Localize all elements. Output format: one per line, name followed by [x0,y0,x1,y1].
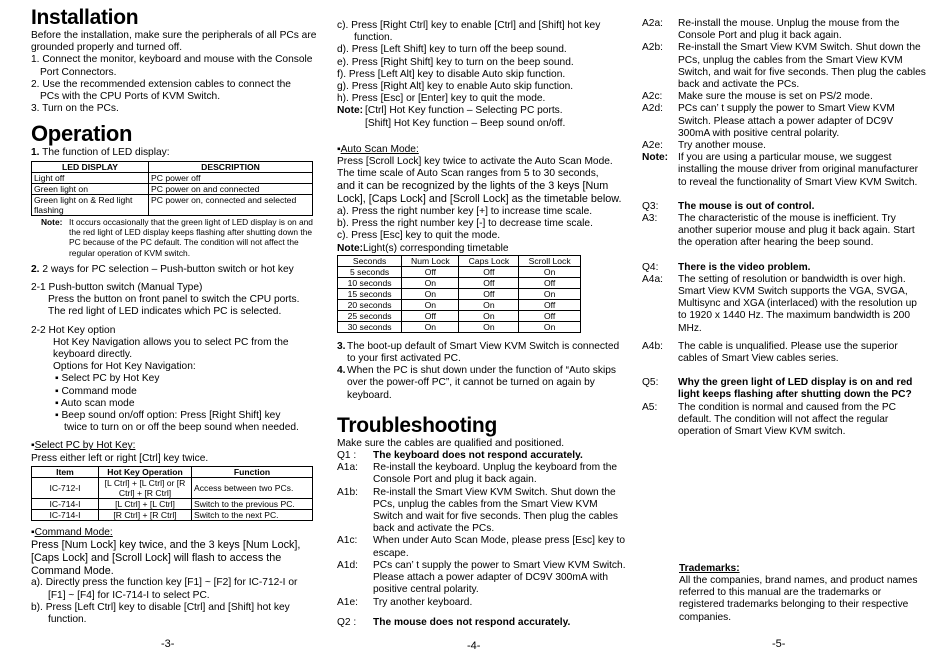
command-mode-title-text: Command Mode: [34,526,113,538]
answer-a4b [642,341,926,365]
table-row [32,183,313,194]
command-step-b: b). Press [Left Ctrl] key to disable [Ctrl] and [Shift] hot key [31,601,290,613]
table-cell: Off [459,288,519,299]
table-cell: On [402,299,459,310]
qa-text: Try another mouse. [678,140,766,152]
installation-step-3: 3. Turn on the PCs. [31,103,119,115]
hot-key-note [337,105,629,129]
qa-text: The condition is normal and caused from the PC default. The condition will not affect the regular operation of Smart View KVM switch. [678,401,897,438]
qa-text: Try another keyboard. [373,596,473,608]
pc-selection-text: 2 ways for PC selection – Push-button switch or hot key [42,263,294,275]
led-display-table [31,161,313,216]
qa-label: A1b: [337,486,358,498]
push-button-title: 2-1 Push-button switch (Manual Type) [31,282,203,294]
qa-text: Re-install the Smart View KVM Switch. Shut down the PCs, unplug the cables from the Smart View KVM Switch, and wait for five seconds. Then plug the cables back and activate the PCs. [678,42,926,91]
table-cell: 25 seconds [338,310,402,321]
auto-scan-step-c: c). Press [Esc] key to quit the mode. [337,230,501,242]
note-label: Note: [337,242,364,254]
table-cell: 10 seconds [338,277,402,288]
auto-scan-note [337,243,629,255]
answer-a2a [642,18,926,42]
table-header: Hot Key Operation [99,466,192,477]
command-step-g: g). Press [Right Alt] key to enable Auto skip function. [337,81,574,93]
hot-key-title: 2-2 Hot Key option [31,324,116,336]
table-cell: Off [402,266,459,277]
trademarks-title: Trademarks: [679,563,740,574]
table-row [338,299,581,310]
paragraph-number: 3. [337,340,346,352]
table-row [338,266,581,277]
table-cell: IC-714-I [32,509,99,520]
paragraph-text: When the PC is shut down under the function of “Auto skips over the power-off PC”, it cannot be turned on again by keyboard. [347,365,616,401]
note-label: Note: [41,216,63,227]
page-number: -3- [161,638,175,650]
qa-text: The cable is unqualified. Please use the superior cables of Smart View cables series. [678,340,898,365]
qa-label: A4a: [642,273,663,285]
table-header: Function [192,466,313,477]
table-header: Scroll Lock [519,255,581,266]
select-pc-title [31,440,319,452]
note-line-2: [Shift] Hot Key function – Beep sound on/off. [365,117,566,129]
trademarks-text: All the companies, brand names, and product names referred to this manual are the trademarks or registered trademarks belonging to their respective companies. [679,575,918,623]
table-cell: Off [519,299,581,310]
auto-scan-title [337,144,629,156]
list-item-text: Select PC by Hot Key [61,373,160,385]
table-header: Seconds [338,255,402,266]
question-q1 [337,450,629,462]
command-mode-text: Press [Num Lock] key twice, and the 3 keys [Num Lock], [Caps Lock] and [Scroll Lock] will flash to access the Command Mode. [31,539,301,577]
table-cell: Light off [32,172,149,183]
qa-label: A1e: [337,596,358,608]
answer-a1a [337,462,629,486]
troubleshooting-intro: Make sure the cables are qualified and positioned. [337,437,565,449]
list-item [31,373,319,385]
bullet-icon: ▪ [55,373,62,385]
qa-text: The setting of resolution or bandwidth is over high. Smart View KVM Switch supports the VGA, SVGA, Multisync and XGA (interlaced) with the resolution up to 1920 x 1440 Hz. The maximum bandwidth is 200 MHz. [678,273,917,334]
bullet-icon: ▪ [55,385,62,397]
qa-text: There is the video problem. [678,261,811,273]
table-header: Item [32,466,99,477]
table-cell: PC power on and connected [149,183,313,194]
pc-selection-number: 2. [31,263,40,275]
table-header: LED DISPLAY [32,161,149,172]
qa-text: Re-install the mouse. Unplug the mouse from the Console Port and plug it back again. [678,18,900,42]
auto-scan-step-a: a). Press the right number key [+] to increase time scale. [337,206,593,218]
table-cell: On [519,288,581,299]
bullet-icon: ▪ [55,410,62,422]
table-cell: 30 seconds [338,321,402,332]
pc-selection-line [31,264,319,276]
table-cell: On [402,321,459,332]
list-item [31,410,319,422]
qa-label: A5: [642,401,658,413]
table-cell: IC-714-I [32,498,99,509]
table-cell: On [459,321,519,332]
table-header-row [32,466,313,477]
qa-text: Why the green light of LED display is on and red light keeps flashing after shutting down the PC? [678,377,913,401]
qa-text: The characteristic of the mouse is inefficient. Try another superior mouse and plug it back again. Start the operation after hearing the beep sound. [678,213,915,249]
led-note [41,217,319,258]
table-cell: On [519,266,581,277]
answer-a1c [337,535,629,559]
auto-scan-text-1: Press [Scroll Lock] key twice to activate the Auto Scan Mode. The time scale of Auto Scan ranges from 5 to 30 seconds, [337,156,613,180]
auto-scan-step-b: b). Press the right number key [-] to decrease time scale. [337,218,593,230]
bullet-icon: ▪ [337,143,341,155]
troubleshooting-heading: Troubleshooting [337,413,497,437]
table-cell: 15 seconds [338,288,402,299]
push-button-text-2: The red light of LED indicates which PC is selected. [48,306,282,318]
column-page-4 [337,20,629,629]
table-header: Caps Lock [459,255,519,266]
table-cell: [L Ctrl] + [L Ctrl] [99,498,192,509]
table-header-row [32,161,313,172]
shutdown-paragraph [337,365,629,402]
qa-label: A1d: [337,559,358,571]
table-header: DESCRIPTION [149,161,313,172]
select-pc-title-text: Select PC by Hot Key: [34,440,136,452]
table-cell: Off [402,310,459,321]
table-cell: Off [519,277,581,288]
qa-text: When under Auto Scan Mode, please press [Esc] key to escape. [373,535,625,559]
qa-label: Note: [642,152,669,164]
list-item-text: Auto scan mode [60,397,135,409]
command-step-h: h). Press [Esc] or [Enter] key to quit the mode. [337,93,546,105]
list-item [31,386,319,398]
auto-scan-title-text: Auto Scan Mode: [340,143,419,155]
table-cell: IC-712-I [32,477,99,498]
qa-label: A2e: [642,140,663,152]
qa-text: PCs can’ t supply the power to Smart View KVM Switch. Please attach a power adapter of DC9V 300mA with positive central polarity. [678,103,895,139]
paragraph-number: 4. [337,365,346,377]
answer-a1d [337,560,629,597]
list-item [31,398,319,410]
hot-key-text-2: keyboard directly. [53,349,133,361]
hot-key-text-1: Hot Key Navigation allows you to select PC from the [53,336,289,348]
led-function-text: The function of LED display: [42,147,170,159]
answer-a2d [642,103,926,140]
table-cell: On [402,288,459,299]
table-header: Num Lock [402,255,459,266]
qa-label: A2b: [642,42,663,54]
answer-a1b [337,487,629,536]
list-item-cont: twice to turn on or off the beep sound when needed. [64,422,299,434]
qa-text: The mouse is out of control. [678,200,815,212]
qa-text: Re-install the Smart View KVM Switch. Shut down the PCs, unplug the cables from the Smart View KVM Switch and wait for five seconds. Then plug the cables back and activate the PCs. [373,486,619,535]
question-q4 [642,262,926,274]
table-cell: Access between two PCs. [192,477,313,498]
qa-label: A2d: [642,103,663,115]
qa-text: Make sure the mouse is set on PS/2 mode. [678,91,873,103]
qa-label: A2c: [642,91,663,103]
table-cell: On [519,321,581,332]
note-text: It occurs occasionally that the green light of LED display is on and the red light of LED display keeps flashing after shutting down the PC because of the PC default. The condition will not affect the regular operation of KVM switch. [69,216,313,258]
table-header-row [338,255,581,266]
qa-label: Q5: [642,377,659,389]
table-cell: On [402,277,459,288]
auto-scan-text-2: and it can be recognized by the lights of the 3 keys [Num Lock], [Caps Lock] and [Scroll Lock] as the timetable below. [337,180,622,206]
table-row [338,288,581,299]
bullet-icon: ▪ [55,397,61,409]
qa-label: Q2 : [337,616,357,628]
page-number: -5- [772,638,786,650]
column-page-3 [31,0,319,626]
led-function-number: 1. [31,147,40,159]
question-q3 [642,201,926,213]
command-step-c: c). Press [Right Ctrl] key to enable [Ctrl] and [Shift] hot key [337,20,601,31]
bullet-icon: ▪ [31,526,35,538]
answer-a2e [642,140,926,152]
qa-text: Re-install the keyboard. Unplug the keyboard from the Console Port and plug it back again. [373,462,618,486]
table-row [338,310,581,321]
boot-default-paragraph [337,341,629,365]
installation-heading: Installation [31,6,139,29]
command-step-e: e). Press [Right Shift] key to turn on the beep sound. [337,56,574,68]
qa-label: A4b: [642,340,663,352]
qa-label: A3: [642,213,658,225]
table-cell: 5 seconds [338,266,402,277]
qa-label: A2a: [642,18,663,29]
table-row [32,498,313,509]
installation-step-1: 1. Connect the monitor, keyboard and mouse with the Console [31,54,313,66]
column-page-5 [642,18,926,623]
installation-step-2: 2. Use the recommended extension cables to connect the [31,78,291,90]
table-cell: On [459,310,519,321]
push-button-text-1: Press the button on front panel to switch the CPU ports. [48,294,300,306]
table-row [32,509,313,520]
table-cell: Switch to the previous PC. [192,498,313,509]
qa-label: A1a: [337,462,358,474]
table-cell: On [459,299,519,310]
table-cell: PC power off [149,172,313,183]
table-cell: [L Ctrl] + [L Ctrl] or [R Ctrl] + [R Ctrl] [99,477,192,498]
answer-a2c [642,91,926,103]
command-step-a: a). Directly press the function key [F1] ~ [F2] for IC-712-I or [31,577,298,589]
note-label: Note: [337,105,364,117]
qa-text: If you are using a particular mouse, we suggest installing the mouse driver from original manufacturer to reveal the functionality of Smart View KVM Switch. [678,152,919,188]
qa-label: Q4: [642,261,659,273]
command-mode-title [31,527,319,539]
table-cell: [R Ctrl] + [R Ctrl] [99,509,192,520]
answer-a3 [642,213,926,250]
qa-label: Q3: [642,200,659,212]
table-cell: Switch to the next PC. [192,509,313,520]
qa-text: The keyboard does not respond accurately. [373,450,583,462]
qa-label: A1c: [337,535,358,547]
qa-text: PCs can’ t supply the power to Smart View KVM Switch. Please attach a power adapter of DC9V 300mA with positive central polarity. [373,559,626,596]
table-cell: Off [459,266,519,277]
installation-intro: Before the installation, make sure the peripherals of all PCs are grounded properly and turned off. [31,30,317,54]
list-item-text: Beep sound on/off option: Press [Right Shift] key [61,410,281,422]
note-text: Light(s) corresponding timetable [363,242,509,254]
paragraph-text: The boot-up default of Smart View KVM Switch is connected to your first activated PC. [347,340,620,365]
bullet-icon: ▪ [31,440,35,452]
led-function-line [31,147,319,159]
command-step-a-cont: [F1] ~ [F4] for IC-714-I to select PC. [48,589,210,601]
table-row [32,172,313,183]
mouse-driver-note [642,152,926,189]
table-cell: 20 seconds [338,299,402,310]
table-row [32,477,313,498]
answer-a5 [642,402,926,439]
table-cell: Off [459,277,519,288]
note-text [365,105,629,129]
scan-timetable [337,255,581,333]
page-number: -4- [467,640,481,652]
table-cell: Off [519,310,581,321]
table-cell: PC power on, connected and selected [149,194,313,215]
installation-step-2-cont: PCs with the CPU Ports of KVM Switch. [40,91,221,103]
table-cell: Green light on [32,183,149,194]
question-q5 [642,377,926,401]
table-row [32,194,313,215]
qa-text: The mouse does not respond accurately. [373,616,571,628]
qa-label: Q1 : [337,450,357,462]
command-step-c-cont: function. [354,32,393,44]
hot-key-table [31,466,313,521]
table-cell: Green light on & Red light flashing [32,194,149,215]
command-step-b-cont: function. [48,614,87,626]
answer-a4a [642,274,926,335]
command-step-f: f). Press [Left Alt] key to disable Auto skip function. [337,68,566,80]
list-item-text: Command mode [61,385,137,397]
operation-heading: Operation [31,121,133,147]
table-row [338,321,581,332]
installation-step-1-cont: Port Connectors. [40,66,117,78]
question-q2 [337,617,629,629]
answer-a1e [337,597,629,609]
table-row [338,277,581,288]
note-line-1: [Ctrl] Hot Key function – Selecting PC ports. [365,105,563,117]
command-step-d: d). Press [Left Shift] key to turn off the beep sound. [337,44,567,56]
answer-a2b [642,42,926,91]
hot-key-text-3: Options for Hot Key Navigation: [53,361,196,373]
select-pc-text: Press either left or right [Ctrl] key twice. [31,452,209,464]
